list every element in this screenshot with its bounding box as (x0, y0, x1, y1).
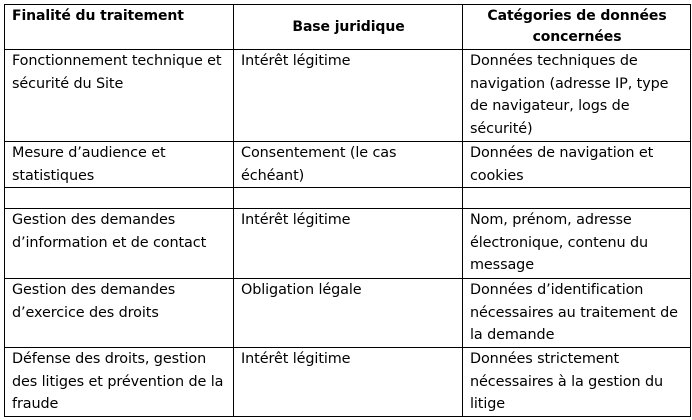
cell-data-categories: Données d’identification nécessaires au traitement de la demande (463, 279, 691, 348)
cell-legal-basis: Intérêt légitime (234, 348, 463, 417)
table-row (5, 209, 691, 279)
cell-legal-basis: Intérêt légitime (234, 50, 463, 142)
header-legal-basis: Base juridique (234, 5, 463, 50)
cell-purpose: Gestion des demandes d’exercice des droits (5, 279, 234, 348)
cell-data-categories (463, 188, 691, 209)
table-row (5, 50, 691, 142)
cell-purpose: Défense des droits, gestion des litiges et prévention de la fraude (5, 348, 234, 417)
data-processing-table (4, 4, 691, 417)
cell-purpose: Fonctionnement technique et sécurité du Site (5, 50, 234, 142)
cell-legal-basis: Obligation légale (234, 279, 463, 348)
table-row-empty (5, 188, 691, 209)
cell-purpose: Mesure d’audience et statistiques (5, 142, 234, 188)
cell-legal-basis (234, 188, 463, 209)
header-purpose: Finalité du traitement (5, 5, 234, 50)
cell-purpose (5, 188, 234, 209)
cell-data-categories: Nom, prénom, adresse électronique, contenu du message (463, 209, 691, 279)
header-data-categories: Catégories de données concernées (463, 5, 691, 50)
cell-legal-basis: Consentement (le cas échéant) (234, 142, 463, 188)
cell-purpose: Gestion des demandes d’information et de contact (5, 209, 234, 279)
cell-data-categories: Données techniques de navigation (adresse IP, type de navigateur, logs de sécurité) (463, 50, 691, 142)
cell-data-categories: Données de navigation et cookies (463, 142, 691, 188)
table-row (5, 142, 691, 188)
table-row (5, 348, 691, 417)
cell-data-categories: Données strictement nécessaires à la gestion du litige (463, 348, 691, 417)
table-row (5, 279, 691, 348)
cell-legal-basis: Intérêt légitime (234, 209, 463, 279)
header-row (5, 5, 691, 50)
